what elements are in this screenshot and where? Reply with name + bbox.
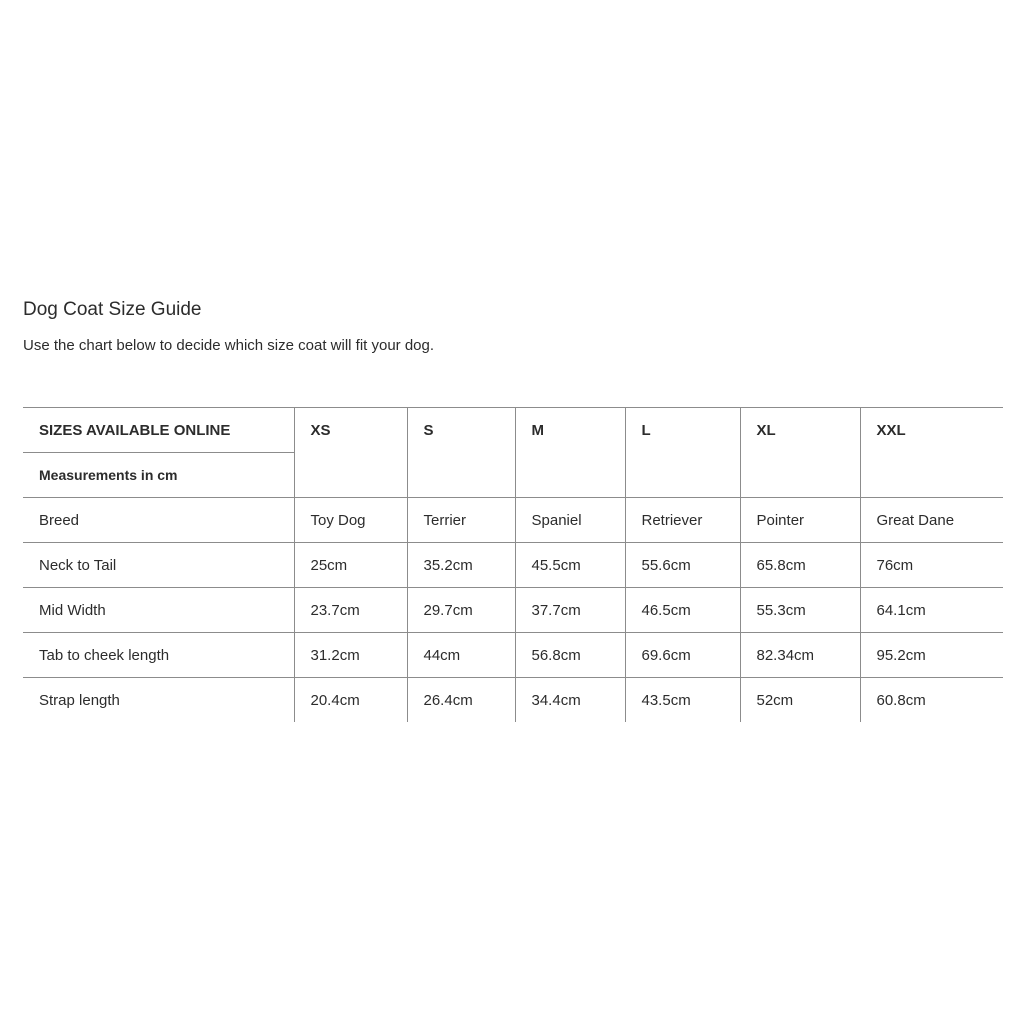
table-row: [23, 633, 1003, 678]
table-cell: 29.7cm: [407, 588, 515, 633]
row-label: Tab to cheek length: [23, 633, 294, 678]
table-cell: 37.7cm: [515, 588, 625, 633]
table-row: [23, 498, 1003, 543]
header-row: [23, 408, 1003, 453]
table-cell: 56.8cm: [515, 633, 625, 678]
table-cell: 76cm: [860, 543, 1003, 588]
table-cell: 44cm: [407, 633, 515, 678]
table-cell: Toy Dog: [294, 498, 407, 543]
table-cell: 60.8cm: [860, 678, 1003, 723]
size-header-xl: XL: [740, 408, 860, 498]
intro-text: Use the chart below to decide which size coat will fit your dog.: [23, 337, 435, 354]
page-title: Dog Coat Size Guide: [23, 299, 202, 320]
table-cell: 82.34cm: [740, 633, 860, 678]
table-cell: 64.1cm: [860, 588, 1003, 633]
row-label: Neck to Tail: [23, 543, 294, 588]
measurements-unit-label: Measurements in cm: [23, 453, 294, 498]
table-cell: Great Dane: [860, 498, 1003, 543]
table-cell: 35.2cm: [407, 543, 515, 588]
size-header-l: L: [625, 408, 740, 498]
table-cell: 31.2cm: [294, 633, 407, 678]
table-cell: 25cm: [294, 543, 407, 588]
table-cell: Terrier: [407, 498, 515, 543]
row-label: Strap length: [23, 678, 294, 723]
size-header-xs: XS: [294, 408, 407, 498]
table-cell: 43.5cm: [625, 678, 740, 723]
size-table: [23, 407, 1003, 722]
size-header-xxl: XXL: [860, 408, 1003, 498]
size-guide: [23, 296, 1003, 356]
table-cell: 69.6cm: [625, 633, 740, 678]
table-cell: Retriever: [625, 498, 740, 543]
table-cell: 52cm: [740, 678, 860, 723]
table-row: [23, 678, 1003, 723]
size-header-s: S: [407, 408, 515, 498]
table-cell: 26.4cm: [407, 678, 515, 723]
table-cell: 23.7cm: [294, 588, 407, 633]
sizes-available-label: SIZES AVAILABLE ONLINE: [23, 408, 294, 453]
table-cell: 65.8cm: [740, 543, 860, 588]
size-header-m: M: [515, 408, 625, 498]
table-row: [23, 543, 1003, 588]
row-label: Breed: [23, 498, 294, 543]
table-row: [23, 588, 1003, 633]
table-cell: 95.2cm: [860, 633, 1003, 678]
table-cell: 55.3cm: [740, 588, 860, 633]
table-cell: 45.5cm: [515, 543, 625, 588]
table-cell: 34.4cm: [515, 678, 625, 723]
table-cell: Pointer: [740, 498, 860, 543]
table-cell: 55.6cm: [625, 543, 740, 588]
row-label: Mid Width: [23, 588, 294, 633]
table-cell: 20.4cm: [294, 678, 407, 723]
table-cell: 46.5cm: [625, 588, 740, 633]
table-cell: Spaniel: [515, 498, 625, 543]
